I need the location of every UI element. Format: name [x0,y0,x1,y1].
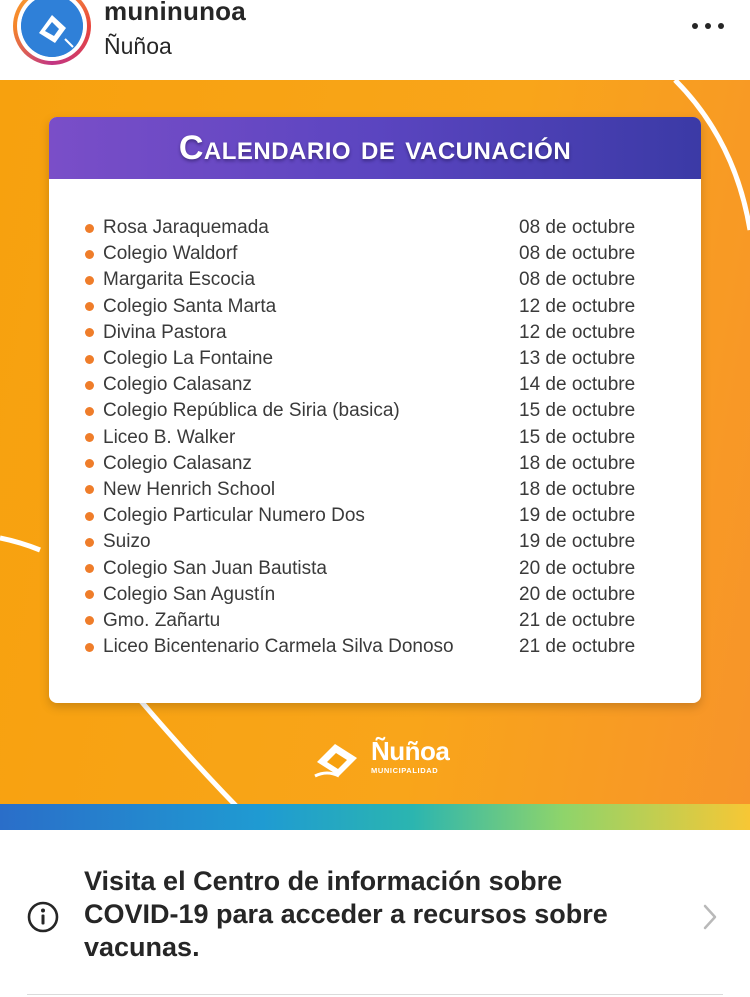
vaccination-date: 12 de octubre [519,321,636,343]
list-item [85,294,645,320]
divider [27,994,723,995]
covid-info-text: Visita el Centro de información sobre COVID-19 para acceder a recursos sobre vacunas. [84,866,608,962]
school-name: New Henrich School [103,478,276,500]
post-header [0,0,750,80]
bullet-icon [85,616,94,625]
list-item [85,241,645,267]
school-name: Colegio Santa Marta [103,295,277,317]
chevron-right-icon [700,902,720,932]
vaccination-date: 15 de octubre [519,400,636,422]
username[interactable]: muninunoa [104,0,246,26]
info-icon [27,901,59,933]
vaccination-date: 21 de octubre [519,609,636,631]
avatar-image [21,0,83,57]
vaccination-date: 12 de octubre [519,295,636,317]
school-name: Liceo B. Walker [103,426,236,448]
list-item [85,215,645,241]
covid-info-banner[interactable] [0,830,750,996]
brand-subtitle: MUNICIPALIDAD [371,766,439,775]
list-item [85,398,645,424]
bullet-icon [85,564,94,573]
bullet-icon [85,355,94,364]
vaccination-date: 18 de octubre [519,452,636,474]
list-item [85,529,645,555]
vaccination-date: 18 de octubre [519,478,636,500]
vaccination-date: 20 de octubre [519,557,636,579]
school-name: Liceo Bicentenario Carmela Silva Donoso [103,636,454,658]
list-item [85,608,645,634]
list-item [85,477,645,503]
vaccination-date: 20 de octubre [519,583,636,605]
list-item [85,634,645,660]
bullet-icon [85,407,94,416]
bullet-icon [85,433,94,442]
bullet-icon [85,276,94,285]
school-name: Gmo. Zañartu [103,609,221,631]
school-name: Colegio Calasanz [103,452,252,474]
vaccination-date: 08 de octubre [519,217,636,239]
vaccination-card [49,117,701,703]
list-item [85,451,645,477]
bullet-icon [85,459,94,468]
schedule-list [85,215,645,660]
school-name: Margarita Escocia [103,269,256,291]
vaccination-date: 19 de octubre [519,505,636,527]
vaccination-date: 15 de octubre [519,426,636,448]
school-name: Suizo [103,531,151,553]
school-name: Colegio República de Siria (basica) [103,400,400,422]
card-title: Calendario de vacunación [178,128,572,167]
card-header [49,117,701,179]
list-item [85,582,645,608]
school-name: Colegio Waldorf [103,243,238,265]
vaccination-date: 13 de octubre [519,348,636,370]
vaccination-date: 21 de octubre [519,636,636,658]
nunoa-logo [313,736,453,780]
school-name: Divina Pastora [103,321,227,343]
vaccination-date: 08 de octubre [519,269,636,291]
vaccination-date: 14 de octubre [519,374,636,396]
school-name: Colegio Calasanz [103,374,252,396]
bullet-icon [85,485,94,494]
kite-logo-icon [313,736,369,780]
list-item [85,320,645,346]
list-item [85,425,645,451]
list-item [85,346,645,372]
list-item [85,555,645,581]
school-name: Colegio Particular Numero Dos [103,505,365,527]
vaccination-date: 08 de octubre [519,243,636,265]
bullet-icon [85,224,94,233]
bullet-icon [85,538,94,547]
bullet-icon [85,250,94,259]
bullet-icon [85,302,94,311]
list-item [85,267,645,293]
post-image[interactable] [0,80,750,830]
school-name: Colegio San Juan Bautista [103,557,327,579]
avatar[interactable] [13,0,91,65]
bullet-icon [85,381,94,390]
vaccination-date: 19 de octubre [519,531,636,553]
list-item [85,372,645,398]
list-item [85,503,645,529]
brand-name: Ñuñoa [371,736,450,766]
location-label[interactable]: Ñuñoa [104,33,172,59]
rainbow-stripe [0,804,750,830]
school-name: Colegio La Fontaine [103,348,274,370]
more-options-icon[interactable] [688,12,728,40]
school-name: Colegio San Agustín [103,583,276,605]
bullet-icon [85,590,94,599]
bullet-icon [85,512,94,521]
bullet-icon [85,328,94,337]
school-name: Rosa Jaraquemada [103,217,269,239]
bullet-icon [85,643,94,652]
